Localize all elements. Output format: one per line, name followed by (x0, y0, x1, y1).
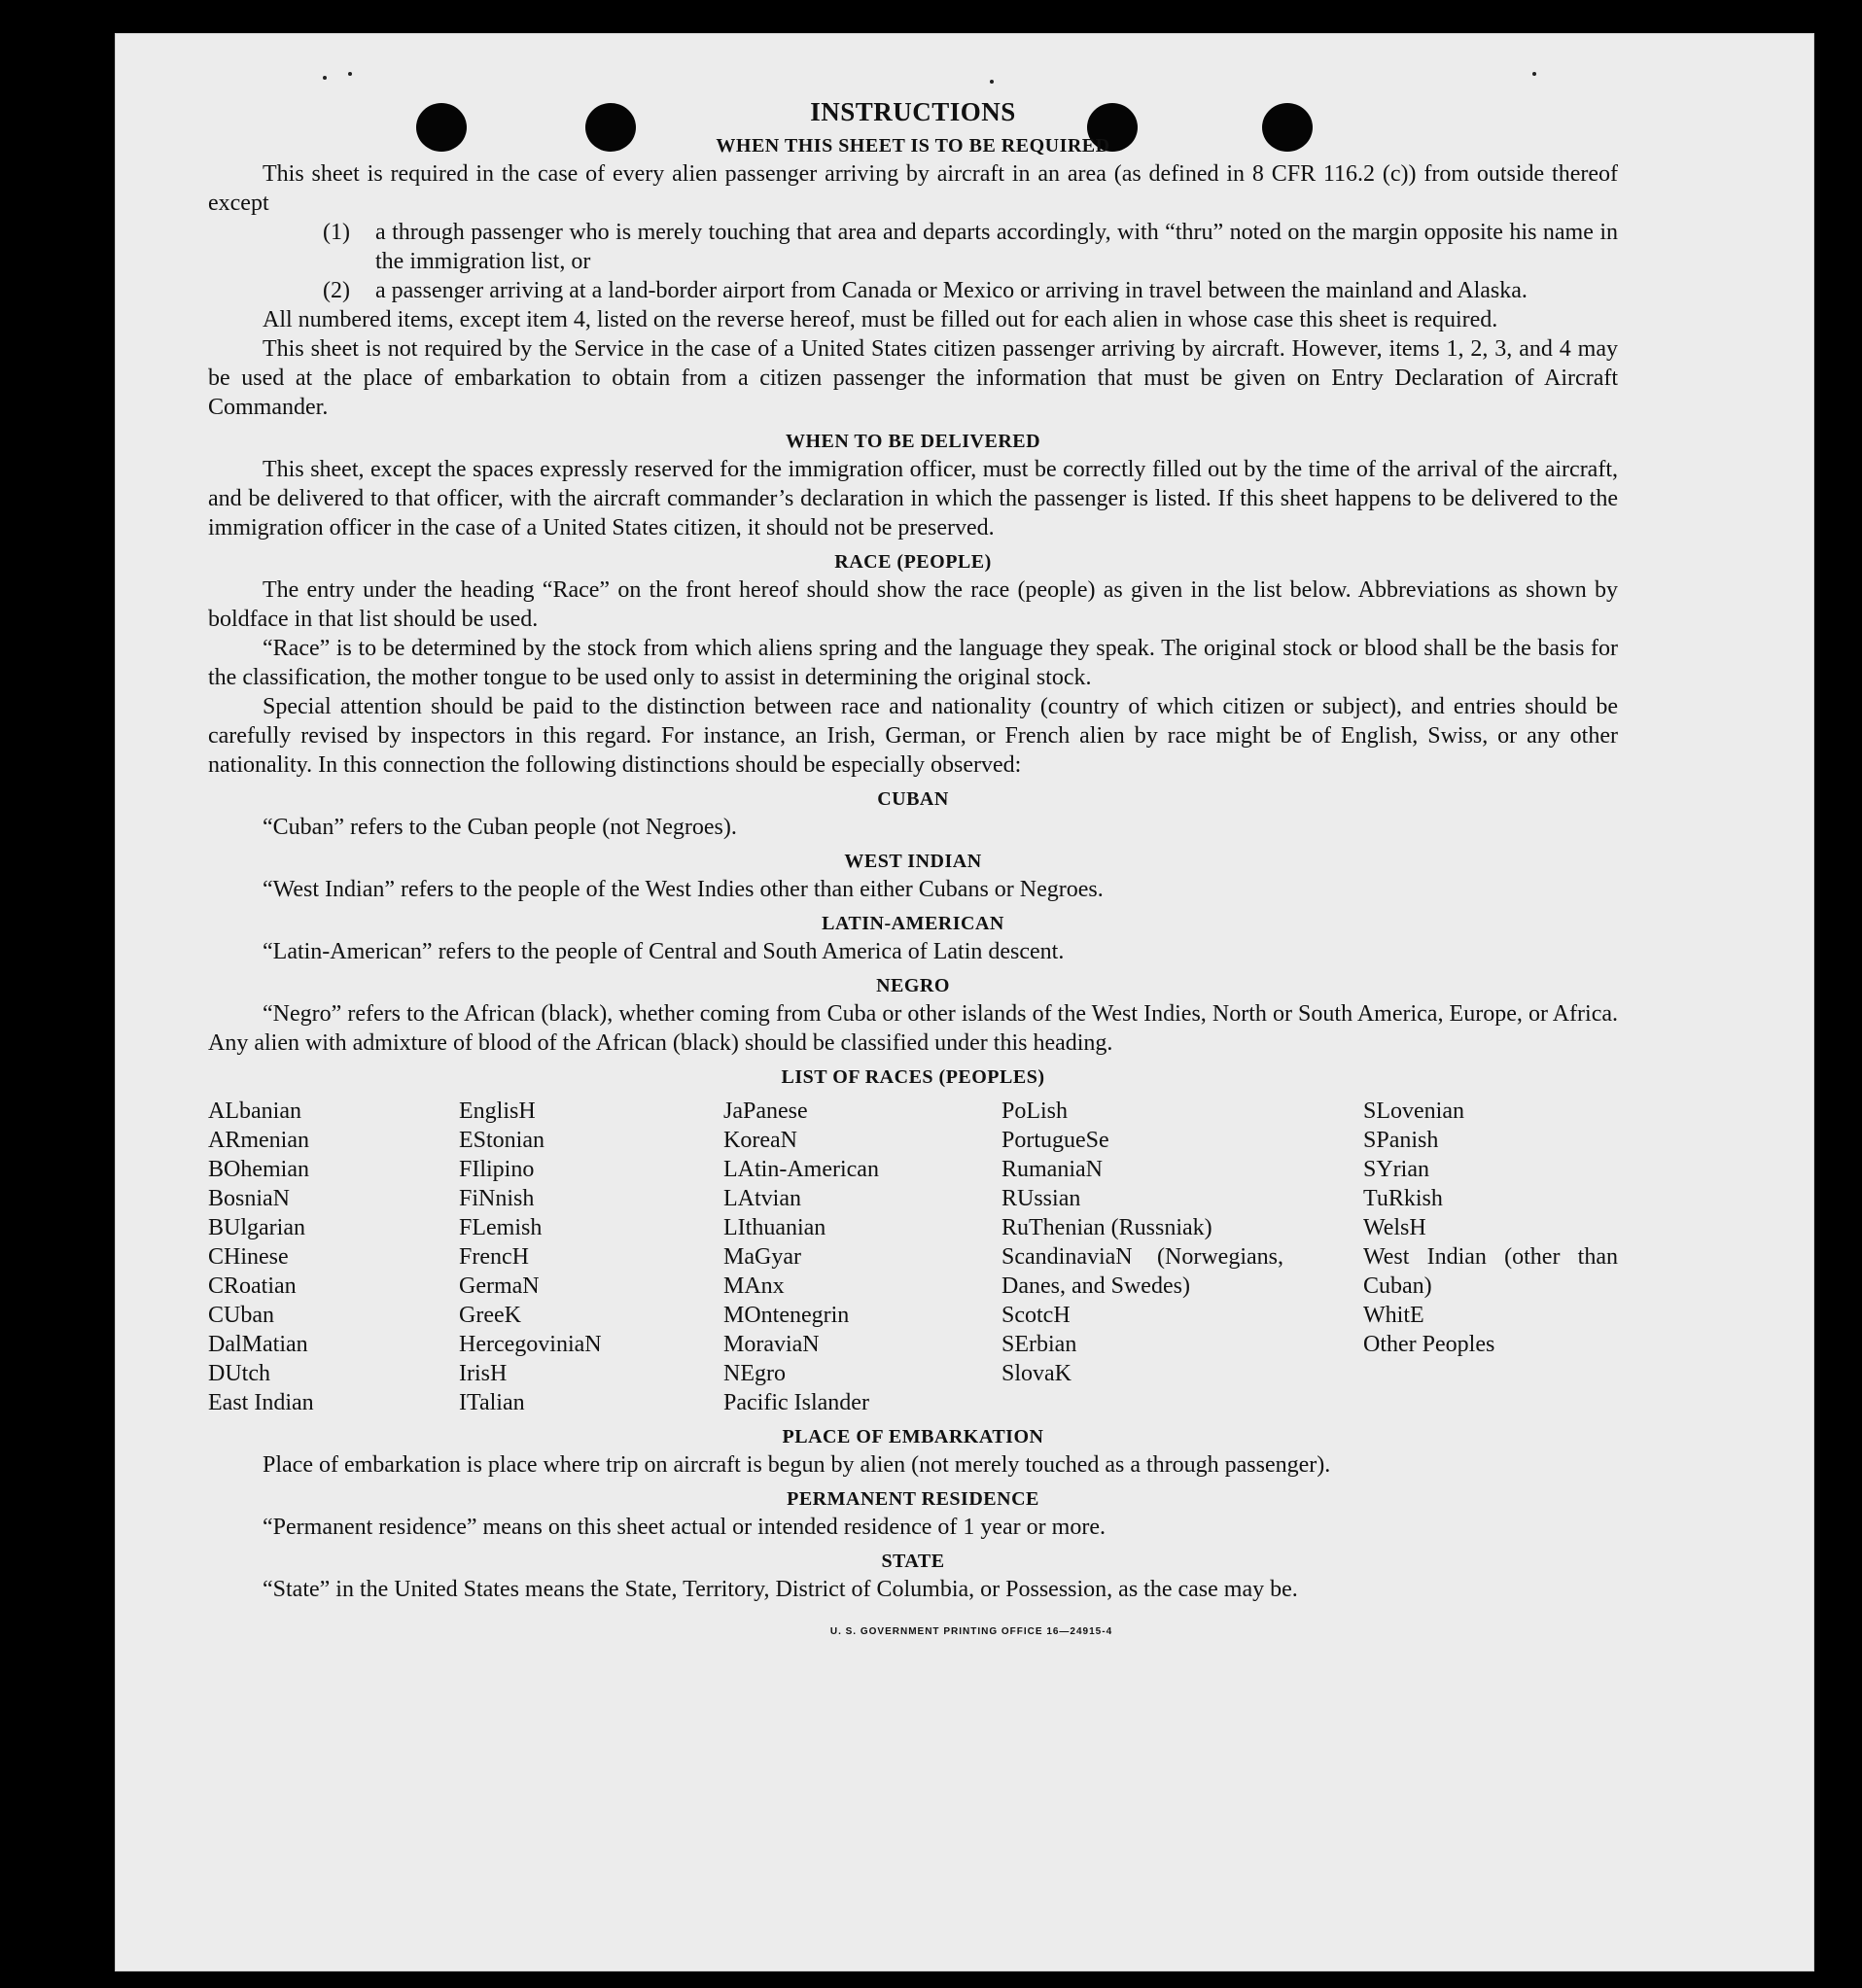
race-entry: BOhemian (208, 1157, 309, 1182)
race-entry: SlovaK (1001, 1361, 1072, 1386)
paragraph: This sheet is required in the case of every alien passenger arriving by aircraft in an area (as defined in 8 CFR 116.2 (c)) from outside thereof except (208, 161, 1618, 216)
race-entry: Other Peoples (1363, 1332, 1495, 1357)
section-heading: STATE (881, 1551, 945, 1572)
section-heading: NEGRO (876, 975, 950, 996)
speck (323, 76, 327, 80)
section-heading: PLACE OF EMBARKATION (782, 1426, 1044, 1447)
race-entry: HercegoviniaN (459, 1332, 602, 1357)
race-entry: NEgro (723, 1361, 786, 1386)
paragraph: Place of embarkation is place where trip on aircraft is begun by alien (not merely touched as a through passenger). (263, 1452, 1331, 1478)
speck (348, 72, 352, 76)
section-heading: WHEN TO BE DELIVERED (785, 431, 1041, 452)
item-number: (1) (323, 220, 350, 245)
race-entry: WelsH (1363, 1215, 1426, 1240)
race-entry: RUssian (1001, 1186, 1081, 1211)
race-entry: PoLish (1001, 1099, 1069, 1124)
race-entry: JaPanese (723, 1099, 808, 1124)
race-entry: DalMatian (208, 1332, 308, 1357)
races-column (208, 1097, 459, 1417)
paragraph: Special attention should be paid to the distinction between race and nationality (country of which citizen or subject), and entries should be carefully revised by inspectors in this regard. For instance, an Irish, German, or French alien by race might be of English, Swiss, or any other nationality. In this connection the following distinctions should be especially observed: (208, 694, 1618, 778)
races-column (459, 1097, 723, 1417)
paragraph: “Negro” refers to the African (black), whether coming from Cuba or other islands of the West Indies, North or South America, Europe, or Africa. Any alien with admixture of blood of the African (black) should be classified under this heading. (208, 1001, 1618, 1056)
race-entry: MaGyar (723, 1244, 801, 1270)
race-entry: GermaN (459, 1273, 540, 1299)
item-number: (2) (323, 278, 350, 303)
paragraph: “State” in the United States means the State, Territory, District of Columbia, or Possession, as the case may be. (263, 1577, 1298, 1602)
race-entry: EnglisH (459, 1099, 536, 1124)
race-entry: PortugueSe (1001, 1128, 1109, 1153)
instructions-content (208, 97, 1618, 1647)
paragraph: This sheet is not required by the Service in the case of a United States citizen passenger arriving by aircraft. However, items 1, 2, 3, and 4 may be used at the place of embarkation to obtain from a citizen passenger the information that must be given on Entry Declaration of Aircraft Commander. (208, 336, 1618, 420)
race-entry: IrisH (459, 1361, 508, 1386)
section-heading: LATIN-AMERICAN (822, 913, 1004, 934)
race-entry: ALbanian (208, 1099, 301, 1124)
races-column (1363, 1097, 1618, 1417)
race-entry: LAtin-American (723, 1157, 879, 1182)
race-entry: East Indian (208, 1390, 314, 1415)
race-entry: MoraviaN (723, 1332, 820, 1357)
section-heading: RACE (PEOPLE) (834, 551, 992, 573)
section-heading: PERMANENT RESIDENCE (787, 1488, 1039, 1510)
race-entry: GreeK (459, 1303, 521, 1328)
race-entry: MOntenegrin (723, 1303, 850, 1328)
race-entry: ITalian (459, 1390, 525, 1415)
section-heading: LIST OF RACES (PEOPLES) (781, 1066, 1045, 1088)
race-entry: CUban (208, 1303, 274, 1328)
race-entry: BosniaN (208, 1186, 290, 1211)
paragraph: All numbered items, except item 4, listed on the reverse hereof, must be filled out for each alien in whose case this sheet is required. (263, 307, 1498, 332)
paragraph: “Latin-American” refers to the people of Central and South America of Latin descent. (263, 939, 1065, 964)
race-entry: West Indian (other than Cuban) (1363, 1244, 1618, 1299)
race-entry: WhitE (1363, 1303, 1424, 1328)
race-entry: ARmenian (208, 1128, 309, 1153)
race-entry: LIthuanian (723, 1215, 826, 1240)
paragraph: “Permanent residence” means on this sheet actual or intended residence of 1 year or more. (263, 1515, 1106, 1540)
race-entry: EStonian (459, 1128, 545, 1153)
race-entry: BUlgarian (208, 1215, 305, 1240)
list-item (208, 276, 1618, 305)
section-heading: WHEN THIS SHEET IS TO BE REQUIRED (716, 135, 1110, 157)
printer-imprint: U. S. GOVERNMENT PRINTING OFFICE 16—24915-4 (829, 1626, 1113, 1637)
item-text: a through passenger who is merely touching that area and departs accordingly, with “thru” noted on the margin opposite his name in the immigration list, or (375, 220, 1618, 274)
speck (990, 80, 994, 84)
paragraph: This sheet, except the spaces expressly reserved for the immigration officer, must be correctly filled out by the time of the arrival of the aircraft, and be delivered to that officer, with the aircraft commander’s declaration in which the passenger is listed. If this sheet happens to be delivered to the immigration officer in the case of a United States citizen, it should not be preserved. (208, 457, 1618, 541)
list-item (208, 218, 1618, 276)
race-entry: SErbian (1001, 1332, 1077, 1357)
document-title: INSTRUCTIONS (810, 97, 1016, 126)
race-entry: RumaniaN (1001, 1157, 1103, 1182)
races-column (1001, 1097, 1363, 1417)
section-heading: CUBAN (877, 788, 949, 810)
paragraph: “Race” is to be determined by the stock from which aliens spring and the language they speak. The original stock or blood shall be the basis for the classification, the mother tongue to be used only to assist in determining the original stock. (208, 636, 1618, 690)
race-entry: RuThenian (Russniak) (1001, 1215, 1212, 1240)
paragraph: “West Indian” refers to the people of the West Indies other than either Cubans or Negroes. (263, 877, 1104, 902)
race-entry: KoreaN (723, 1128, 797, 1153)
race-entry: ScotcH (1001, 1303, 1071, 1328)
race-entry: CHinese (208, 1244, 289, 1270)
race-entry: FLemish (459, 1215, 543, 1240)
races-list (208, 1097, 1618, 1417)
paragraph: “Cuban” refers to the Cuban people (not Negroes). (263, 815, 737, 840)
race-entry: CRoatian (208, 1273, 297, 1299)
section-heading: WEST INDIAN (844, 851, 982, 872)
race-entry: DUtch (208, 1361, 270, 1386)
race-entry: SPanish (1363, 1128, 1439, 1153)
races-column (723, 1097, 1001, 1417)
item-text: a passenger arriving at a land-border airport from Canada or Mexico or arriving in travel between the mainland and Alaska. (375, 278, 1528, 303)
race-entry: FiNnish (459, 1186, 535, 1211)
race-entry: SYrian (1363, 1157, 1429, 1182)
race-entry: FIlipino (459, 1157, 535, 1182)
paragraph: The entry under the heading “Race” on the front hereof should show the race (people) as given in the list below. Abbreviations as shown by boldface in that list should be used. (208, 577, 1618, 632)
race-entry: SLovenian (1363, 1099, 1464, 1124)
race-entry: Pacific Islander (723, 1390, 869, 1415)
race-entry: MAnx (723, 1273, 785, 1299)
race-entry: ScandinaviaN (Norwegians, Danes, and Swedes) (1001, 1244, 1283, 1299)
race-entry: FrencH (459, 1244, 529, 1270)
race-entry: TuRkish (1363, 1186, 1443, 1211)
race-entry: LAtvian (723, 1186, 801, 1211)
speck (1532, 72, 1536, 76)
